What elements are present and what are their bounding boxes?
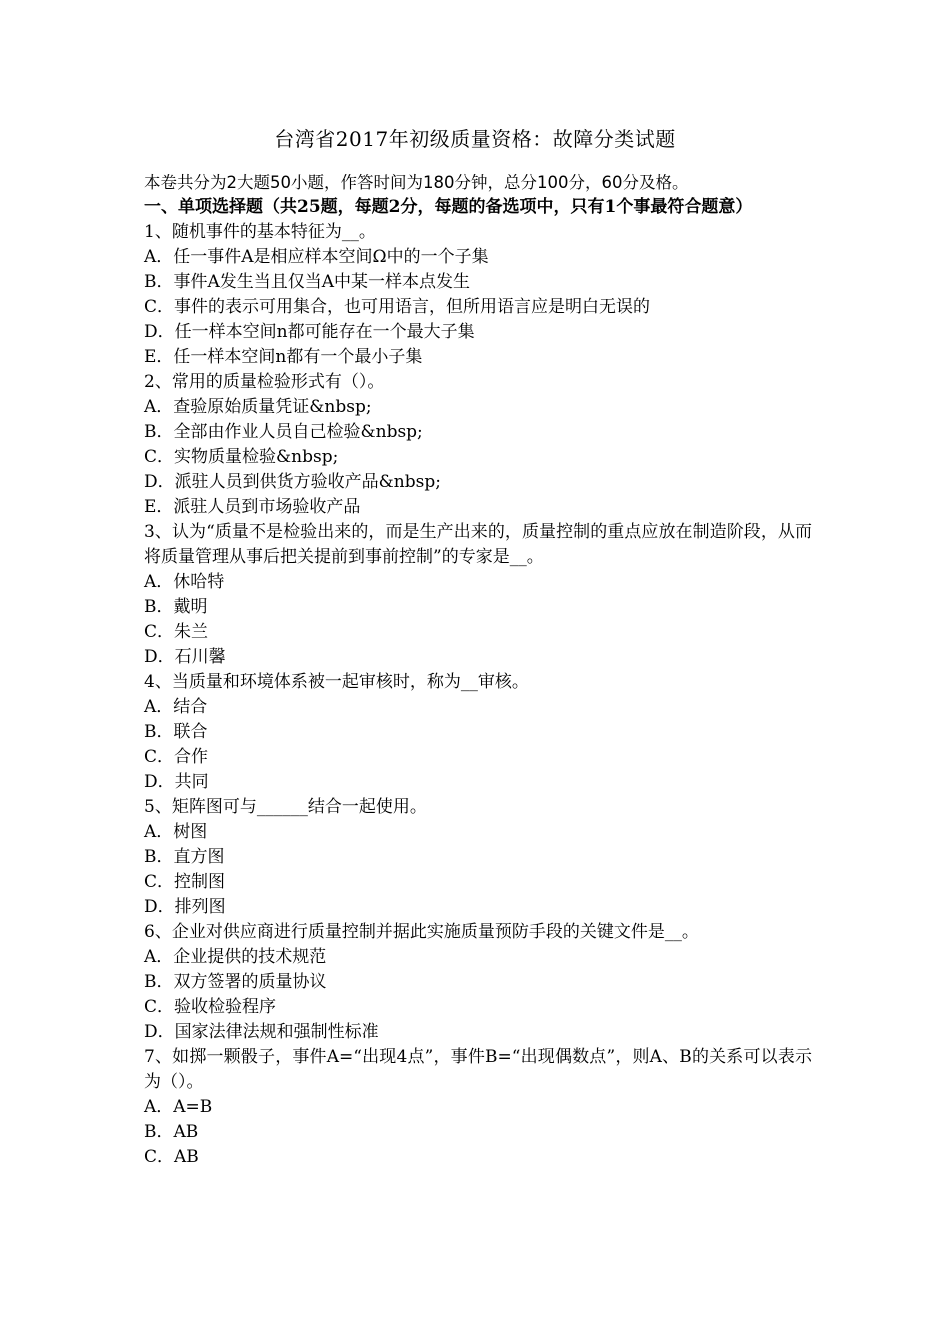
option-d: D．任一样本空间n都可能存在一个最大子集 xyxy=(144,322,475,342)
option-e: E．任一样本空间n都有一个最小子集 xyxy=(144,347,423,367)
option-c: C．控制图 xyxy=(144,872,226,892)
question-5 xyxy=(144,795,812,920)
section-heading: 一、单项选择题（共25题，每题2分，每题的备选项中，只有1个事最符合题意） xyxy=(144,197,753,217)
option-c: C．验收检验程序 xyxy=(144,997,277,1017)
option-b: B．戴明 xyxy=(144,597,208,617)
document-body xyxy=(144,170,812,1170)
question-stem: 1、随机事件的基本特征为__。 xyxy=(144,222,376,242)
option-b: B．全部由作业人员自己检验&nbsp; xyxy=(144,422,423,442)
option-d: D．共同 xyxy=(144,772,209,792)
option-a: A．查验原始质量凭证&nbsp; xyxy=(144,397,372,417)
question-3 xyxy=(144,520,812,670)
option-b: B．直方图 xyxy=(144,847,225,867)
option-a: A．A=B xyxy=(144,1097,213,1117)
option-c: C．实物质量检验&nbsp; xyxy=(144,447,339,467)
option-c: C．事件的表示可用集合，也可用语言，但所用语言应是明白无误的 xyxy=(144,297,651,317)
question-6 xyxy=(144,920,812,1045)
question-stem: 5、矩阵图可与______结合一起使用。 xyxy=(144,797,427,817)
option-b: B．事件A发生当且仅当A中某一样本点发生 xyxy=(144,272,471,292)
option-a: A．休哈特 xyxy=(144,572,225,592)
question-4 xyxy=(144,670,812,795)
question-1 xyxy=(144,220,812,370)
option-d: D．国家法律法规和强制性标准 xyxy=(144,1022,379,1042)
question-stem: 6、企业对供应商进行质量控制并据此实施质量预防手段的关键文件是__。 xyxy=(144,922,699,942)
question-stem: 3、认为“质量不是检验出来的，而是生产出来的，质量控制的重点应放在制造阶段，从而将质量管理从事后把关提前到事前控制”的专家是__。 xyxy=(144,522,812,567)
option-d: D．石川馨 xyxy=(144,647,226,667)
option-e: E．派驻人员到市场验收产品 xyxy=(144,497,361,517)
document-title: 台湾省2017年初级质量资格：故障分类试题 xyxy=(274,127,676,151)
question-stem: 7、如掷一颗骰子，事件A=“出现4点”，事件B=“出现偶数点”，则A、B的关系可以表示为（）。 xyxy=(144,1047,812,1092)
question-7 xyxy=(144,1045,812,1170)
question-stem: 2、常用的质量检验形式有（）。 xyxy=(144,372,385,392)
option-d: D．排列图 xyxy=(144,897,226,917)
option-b: B．双方签署的质量协议 xyxy=(144,972,327,992)
option-c: C．合作 xyxy=(144,747,209,767)
option-b: B．联合 xyxy=(144,722,208,742)
option-b: B．AB xyxy=(144,1122,199,1142)
option-a: A．任一事件A是相应样本空间Ω中的一个子集 xyxy=(144,247,489,267)
option-d: D．派驻人员到供货方验收产品&nbsp; xyxy=(144,472,441,492)
option-c: C．AB xyxy=(144,1147,199,1167)
option-a: A．结合 xyxy=(144,697,208,717)
option-a: A．企业提供的技术规范 xyxy=(144,947,327,967)
option-c: C．朱兰 xyxy=(144,622,209,642)
option-a: A．树图 xyxy=(144,822,208,842)
question-stem: 4、当质量和环境体系被一起审核时，称为__审核。 xyxy=(144,672,529,692)
question-2 xyxy=(144,370,812,520)
exam-intro: 本卷共分为2大题50小题，作答时间为180分钟，总分100分，60分及格。 xyxy=(144,173,689,192)
